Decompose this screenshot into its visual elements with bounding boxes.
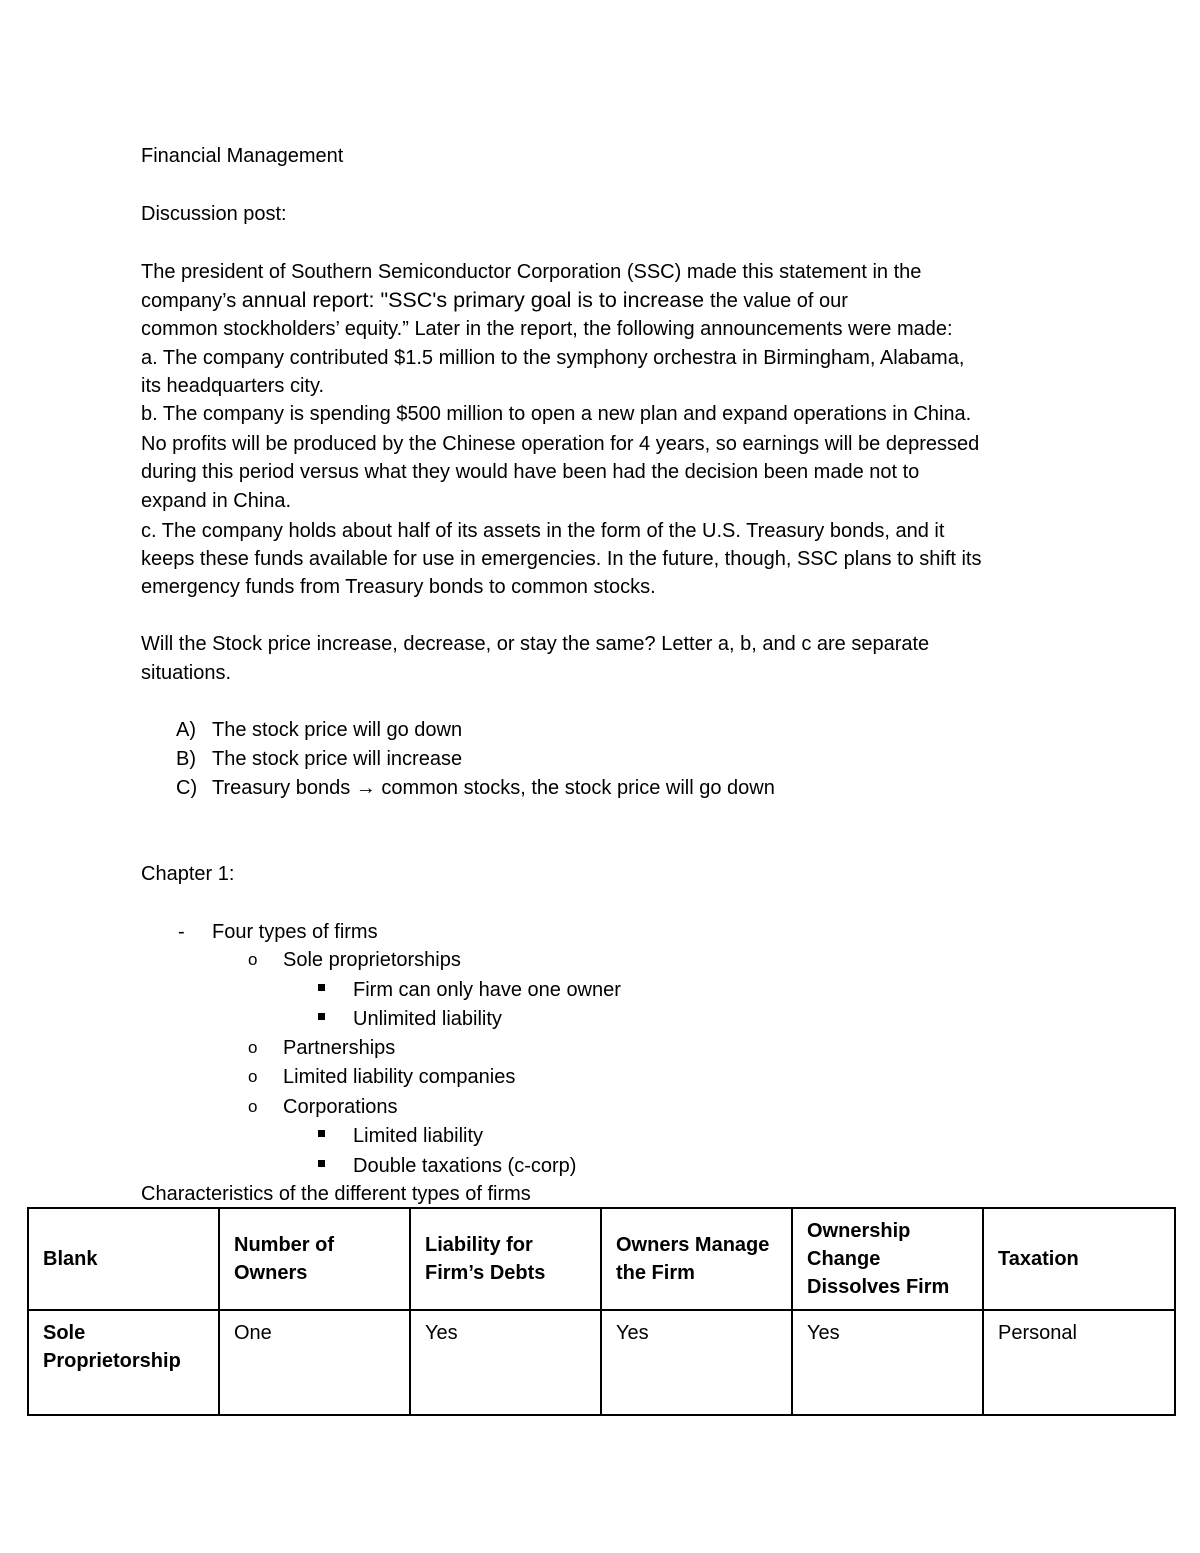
header-taxation: Taxation — [983, 1208, 1175, 1310]
paragraph-line-9: expand in China. — [141, 490, 292, 512]
header-owners-manage: Owners Manage the Firm — [601, 1208, 792, 1310]
mixed-part-1: company’s — [141, 290, 242, 312]
answer-c-before: Treasury bonds — [212, 777, 356, 799]
outline-top-item: Four types of firms — [212, 921, 378, 943]
outline-sole-item-1: Firm can only have one owner — [353, 979, 621, 1001]
cell-liability: Yes — [410, 1310, 601, 1415]
question-line-2: situations. — [141, 662, 232, 684]
paragraph-line-1: The president of Southern Semiconductor Corporation (SSC) made this statement in the — [141, 261, 922, 283]
outline-sole: Sole proprietorships — [283, 949, 461, 971]
question-line-1: Will the Stock price increase, decrease, or stay the same? Letter a, b, and c are separate — [141, 633, 930, 655]
table-row — [28, 1310, 1175, 1415]
paragraph-line-10: c. The company holds about half of its assets in the form of the U.S. Treasury bonds, and it — [141, 520, 945, 542]
answer-a-text: The stock price will go down — [212, 719, 463, 741]
arrow-right-icon: → — [355, 777, 376, 799]
square-bullet-icon — [318, 1130, 325, 1137]
table-header-row — [28, 1208, 1175, 1310]
paragraph-line-8: during this period versus what they would have been had the decision been made not to — [141, 461, 920, 483]
circle-bullet-icon: o — [248, 1067, 258, 1086]
outline-partnerships: Partnerships — [283, 1037, 396, 1059]
answer-b-text: The stock price will increase — [212, 748, 463, 770]
mixed-part-3: the value of our — [710, 290, 848, 312]
outline-sole-item-2: Unlimited liability — [353, 1008, 502, 1030]
mixed-part-2: annual report: "SSC's primary goal is to increase — [241, 288, 711, 312]
chapter-heading: Chapter 1: — [141, 863, 235, 885]
header-ownership-change: Ownership Change Dissolves Firm — [792, 1208, 983, 1310]
paragraph-line-3: common stockholders’ equity.” Later in the report, the following announcements were made: — [141, 318, 953, 340]
answer-c-after: common stocks, the stock price will go down — [375, 777, 775, 799]
cell-taxation: Personal — [983, 1310, 1175, 1415]
outline-corp-item-1: Limited liability — [353, 1125, 484, 1147]
paragraph-line-7: No profits will be produced by the Chinese operation for 4 years, so earnings will be depressed — [141, 433, 980, 455]
circle-bullet-icon: o — [248, 950, 258, 969]
firm-types-table — [27, 1207, 1176, 1416]
dash-bullet: - — [178, 921, 185, 943]
cell-ownership-change: Yes — [792, 1310, 983, 1415]
document-title: Financial Management — [141, 145, 344, 167]
paragraph-line-4: a. The company contributed $1.5 million to the symphony orchestra in Birmingham, Alabama, — [141, 347, 965, 369]
answer-c-marker: C) — [176, 777, 198, 799]
document-subtitle: Discussion post: — [141, 203, 287, 225]
circle-bullet-icon: o — [248, 1038, 258, 1057]
header-liability: Liability for Firm’s Debts — [410, 1208, 601, 1310]
header-number-of-owners: Number of Owners — [219, 1208, 410, 1310]
square-bullet-icon — [318, 1013, 325, 1020]
square-bullet-icon — [318, 1160, 325, 1167]
table-caption: Characteristics of the different types of firms — [141, 1183, 531, 1205]
answer-c-text — [212, 774, 775, 802]
outline-corporations: Corporations — [283, 1096, 398, 1118]
paragraph-line-11: keeps these funds available for use in emergencies. In the future, though, SSC plans to shift its — [141, 548, 982, 570]
paragraph-line-12: emergency funds from Treasury bonds to common stocks. — [141, 576, 656, 598]
header-blank: Blank — [28, 1208, 219, 1310]
outline-corp-item-2: Double taxations (c-corp) — [353, 1155, 577, 1177]
row-head-sole-proprietorship: Sole Proprietorship — [28, 1310, 219, 1415]
cell-owners-manage: Yes — [601, 1310, 792, 1415]
outline-llc: Limited liability companies — [283, 1066, 516, 1088]
paragraph-line-5: its headquarters city. — [141, 375, 325, 397]
answer-b-marker: B) — [176, 748, 196, 770]
cell-number-of-owners: One — [219, 1310, 410, 1415]
square-bullet-icon — [318, 984, 325, 991]
paragraph-line-6: b. The company is spending $500 million to open a new plan and expand operations in China. — [141, 403, 972, 425]
paragraph-line-2 — [141, 286, 848, 315]
circle-bullet-icon: o — [248, 1097, 258, 1116]
answer-a-marker: A) — [176, 719, 196, 741]
